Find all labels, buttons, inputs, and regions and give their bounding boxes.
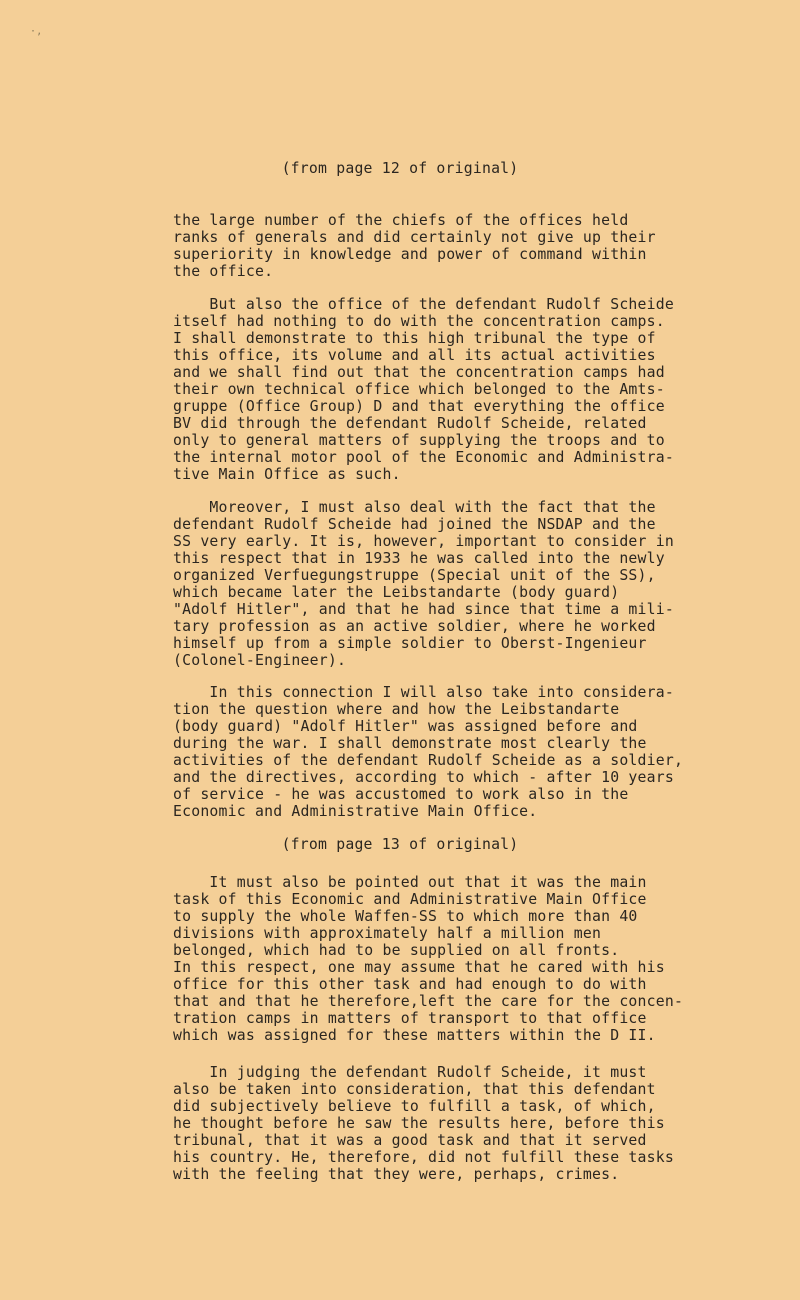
paragraph-3-line: tary profession as an active soldier, where he worked bbox=[173, 618, 656, 635]
paragraph-6-line: also be taken into consideration, that this defendant bbox=[173, 1081, 656, 1098]
paragraph-4-line: during the war. I shall demonstrate most clearly the bbox=[173, 735, 647, 752]
paragraph-2-line: tive Main Office as such. bbox=[173, 466, 401, 483]
paragraph-6-line: with the feeling that they were, perhaps, crimes. bbox=[173, 1166, 620, 1183]
paragraph-2-line: But also the office of the defendant Rudolf Scheide bbox=[173, 296, 674, 313]
paragraph-2-line: only to general matters of supplying the troops and to bbox=[173, 432, 665, 449]
paragraph-3-line: himself up from a simple soldier to Oberst-Ingenieur bbox=[173, 635, 647, 652]
paragraph-2-line: I shall demonstrate to this high tribunal the type of bbox=[173, 330, 656, 347]
paragraph-5-line: task of this Economic and Administrative Main Office bbox=[173, 891, 647, 908]
paragraph-2-line: BV did through the defendant Rudolf Scheide, related bbox=[173, 415, 647, 432]
page-heading: (from page 12 of original) bbox=[281, 160, 519, 177]
paragraph-5-line: divisions with approximately half a million men bbox=[173, 925, 602, 942]
paragraph-4-line: In this connection I will also take into considera- bbox=[173, 684, 674, 701]
paragraph-4-line: Economic and Administrative Main Office. bbox=[173, 803, 538, 820]
paragraph-4-line: activities of the defendant Rudolf Scheide as a soldier, bbox=[173, 752, 684, 769]
paragraph-3-line: organized Verfuegungstruppe (Special unit of the SS), bbox=[173, 567, 656, 584]
paragraph-3-line: (Colonel-Engineer). bbox=[173, 652, 347, 669]
paragraph-5-line: In this respect, one may assume that he cared with his bbox=[173, 959, 665, 976]
paragraph-1-line: the large number of the chiefs of the offices held bbox=[173, 212, 629, 229]
paragraph-1-line: ranks of generals and did certainly not give up their bbox=[173, 229, 656, 246]
paragraph-4-line: of service - he was accustomed to work also in the bbox=[173, 786, 629, 803]
paragraph-3-line: SS very early. It is, however, important to consider in bbox=[173, 533, 674, 550]
paragraph-2-line: gruppe (Office Group) D and that everything the office bbox=[173, 398, 665, 415]
paragraph-4-line: (body guard) "Adolf Hitler" was assigned before and bbox=[173, 718, 638, 735]
paragraph-6-line: did subjectively believe to fulfill a task, of which, bbox=[173, 1098, 656, 1115]
paragraph-3-line: this respect that in 1933 he was called into the newly bbox=[173, 550, 665, 567]
paragraph-2-line: their own technical office which belonged to the Amts- bbox=[173, 381, 665, 398]
paragraph-1-line: superiority in knowledge and power of command within bbox=[173, 246, 647, 263]
paragraph-5-line: It must also be pointed out that it was the main bbox=[173, 874, 647, 891]
paragraph-2-line: and we shall find out that the concentration camps had bbox=[173, 364, 665, 381]
page-heading: (from page 13 of original) bbox=[281, 836, 519, 853]
paragraph-2-line: itself had nothing to do with the concentration camps. bbox=[173, 313, 665, 330]
paragraph-2-line: this office, its volume and all its actual activities bbox=[173, 347, 656, 364]
paragraph-6-line: he thought before he saw the results here, before this bbox=[173, 1115, 665, 1132]
corner-mark: ·, bbox=[30, 26, 43, 37]
paragraph-2-line: the internal motor pool of the Economic and Administra- bbox=[173, 449, 674, 466]
paragraph-3-line: defendant Rudolf Scheide had joined the NSDAP and the bbox=[173, 516, 656, 533]
paragraph-1-line: the office. bbox=[173, 263, 274, 280]
paragraph-5-line: tration camps in matters of transport to that office bbox=[173, 1010, 647, 1027]
paragraph-6-line: In judging the defendant Rudolf Scheide, it must bbox=[173, 1064, 647, 1081]
paragraph-3-line: "Adolf Hitler", and that he had since that time a mili- bbox=[173, 601, 674, 618]
paragraph-3-line: which became later the Leibstandarte (body guard) bbox=[173, 584, 620, 601]
paragraph-4-line: and the directives, according to which - after 10 years bbox=[173, 769, 674, 786]
paragraph-6-line: his country. He, therefore, did not fulfill these tasks bbox=[173, 1149, 674, 1166]
paragraph-6-line: tribunal, that it was a good task and that it served bbox=[173, 1132, 647, 1149]
paragraph-4-line: tion the question where and how the Leibstandarte bbox=[173, 701, 620, 718]
paragraph-5-line: which was assigned for these matters within the D II. bbox=[173, 1027, 656, 1044]
paragraph-5-line: to supply the whole Waffen-SS to which more than 40 bbox=[173, 908, 638, 925]
paragraph-3-line: Moreover, I must also deal with the fact that the bbox=[173, 499, 656, 516]
paragraph-5-line: that and that he therefore,left the care for the concen- bbox=[173, 993, 684, 1010]
paragraph-5-line: office for this other task and had enough to do with bbox=[173, 976, 647, 993]
paragraph-5-line: belonged, which had to be supplied on all fronts. bbox=[173, 942, 620, 959]
